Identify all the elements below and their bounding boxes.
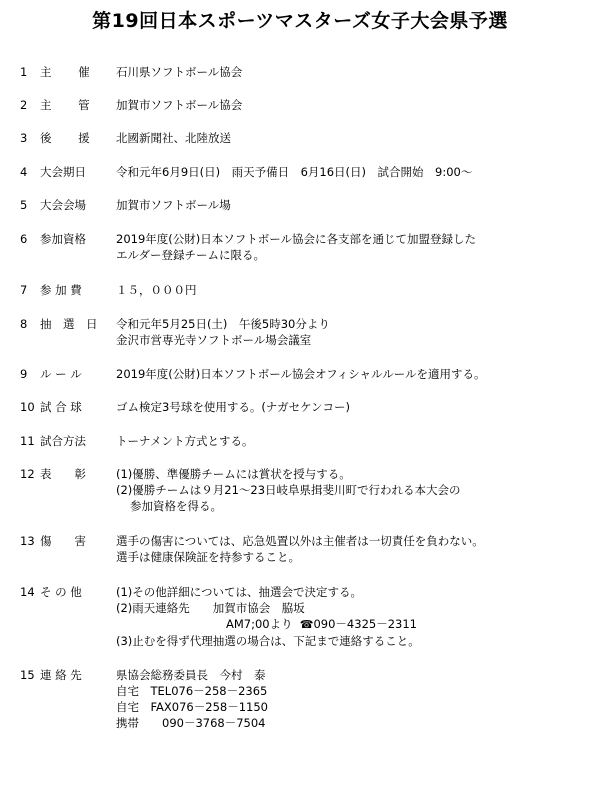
item-label: 大会会場	[40, 198, 86, 212]
item-number: 3	[20, 131, 28, 145]
item-content: 2019年度(公財)日本ソフトボール協会オフィシャルルールを適用する。	[116, 367, 486, 381]
item-number: 9	[20, 367, 28, 381]
item-content: ゴム検定3号球を使用する。(ナガセケンコー)	[116, 400, 350, 414]
rain-contact-phone: AM7;00より ☎090－4325－2311	[226, 617, 417, 631]
item-content: 令和元年5月25日(土) 午後5時30分より 金沢市営専光寺ソフトボール場会議室	[116, 317, 330, 347]
item-number: 8	[20, 317, 28, 331]
item-content: 県協会総務委員長 今村 泰 自宅 TEL076－258－2365 自宅 FAX076－258－1150 携帯 090－3768－7504	[116, 668, 268, 730]
item-content: (1)優勝、準優勝チームには賞状を授与する。 (2)優勝チームは９月21～23日岐阜県揖斐川町で行われる本大会の 参加資格を得る。	[116, 467, 461, 513]
item-number: 13	[20, 534, 35, 548]
item-label: 後 援	[40, 131, 90, 145]
item-label: 試 合 球	[40, 400, 82, 414]
item-content: 令和元年6月9日(日) 雨天予備日 6月16日(日) 試合開始 9:00～	[116, 165, 473, 179]
item-label: 参 加 費	[40, 283, 82, 297]
item-label: 抽 選 日	[40, 317, 98, 331]
item-number: 4	[20, 165, 28, 179]
item-label: 参加資格	[40, 232, 86, 246]
item-content: 北國新聞社、北陸放送	[116, 131, 231, 145]
item-number: 15	[20, 668, 35, 682]
item-number: 14	[20, 585, 35, 599]
item-label: 大会期日	[40, 165, 86, 179]
item-number: 10	[20, 400, 35, 414]
item-label: そ の 他	[40, 585, 82, 599]
item-content: (1)その他詳細については、抽選会で決定する。 (2)雨天連絡先 加賀市協会 脇坂 AM7;00より ☎090－4325－2311 (3)止むを得ず代理抽選の場合は、下記まで連絡すること。	[116, 585, 420, 648]
item-label: 試合方法	[40, 434, 86, 448]
item-number: 12	[20, 467, 35, 481]
item-content: トーナメント方式とする。	[116, 434, 254, 448]
phone-icon: ☎	[296, 618, 314, 631]
item-label: 主 管	[40, 98, 90, 112]
item-label: 主 催	[40, 65, 90, 79]
item-label: 傷 害	[40, 534, 86, 548]
item-number: 1	[20, 65, 28, 79]
item-label: 連 絡 先	[40, 668, 82, 682]
item-content: 加賀市ソフトボール協会	[116, 98, 243, 112]
item-content: １５，０００円	[116, 283, 197, 297]
item-label: 表 彰	[40, 467, 86, 481]
item-number: 7	[20, 283, 28, 297]
page-title: 第19回日本スポーツマスターズ女子大会県予選	[92, 10, 508, 32]
item-number: 2	[20, 98, 28, 112]
item-number: 6	[20, 232, 28, 246]
item-label: ル ー ル	[40, 367, 82, 381]
item-content: 選手の傷害については、応急処置以外は主催者は一切責任を負わない。 選手は健康保険証を持参すること。	[116, 534, 484, 564]
item-content: 石川県ソフトボール協会	[116, 65, 243, 79]
item-content: 2019年度(公財)日本ソフトボール協会に各支部を通じて加盟登録した エルダー登録チームに限る。	[116, 232, 477, 262]
item-number: 11	[20, 434, 35, 448]
item-number: 5	[20, 198, 28, 212]
item-content: 加賀市ソフトボール場	[116, 198, 231, 212]
